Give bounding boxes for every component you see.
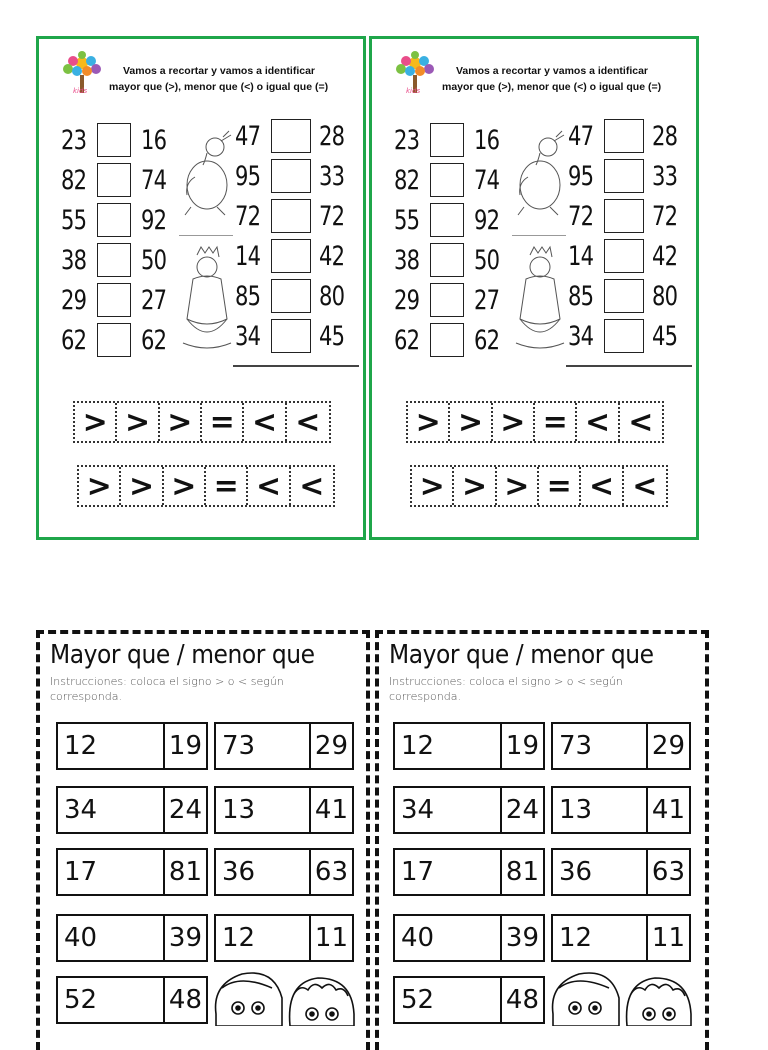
comparison-row: 55 92 xyxy=(61,204,167,236)
sign-tile[interactable]: = xyxy=(202,403,244,441)
instructions-text: Instrucciones: coloca el signo > o < según corresponda. xyxy=(389,675,623,703)
worksheet-heading: Mayor que / menor que xyxy=(389,640,654,670)
sign-tile[interactable]: > xyxy=(454,467,496,505)
comparison-box: 12 11 xyxy=(551,914,691,962)
comparison-row: 62 62 xyxy=(394,324,500,356)
queen-character-icon xyxy=(510,245,568,351)
answer-box[interactable] xyxy=(430,203,464,237)
answer-box[interactable] xyxy=(430,123,464,157)
comparison-row: 23 16 xyxy=(61,124,167,156)
cutout-sign-strip xyxy=(410,465,668,507)
sign-tile[interactable]: > xyxy=(408,403,450,441)
bird-character-icon xyxy=(177,127,237,219)
comparison-row: 95 33 xyxy=(235,160,345,192)
answer-box[interactable] xyxy=(604,239,644,273)
answer-slot[interactable] xyxy=(97,850,163,894)
cutout-sign-strip xyxy=(73,401,331,443)
answer-box[interactable] xyxy=(430,283,464,317)
sign-tile[interactable]: > xyxy=(121,467,163,505)
answer-box[interactable] xyxy=(97,283,131,317)
sign-tile[interactable]: < xyxy=(628,404,654,440)
comparison-row: 85 80 xyxy=(568,280,678,312)
comparison-box: 17 81 xyxy=(393,848,545,896)
cutout-sign-strip xyxy=(406,401,664,443)
comparison-box: 12 19 xyxy=(56,722,208,770)
sign-tile[interactable]: > xyxy=(160,403,202,441)
answer-box[interactable] xyxy=(271,199,311,233)
answer-slot[interactable] xyxy=(255,788,309,832)
sign-tile[interactable]: > xyxy=(75,403,117,441)
sign-tile[interactable]: < xyxy=(577,403,619,441)
dashed-border xyxy=(366,630,370,1050)
comparison-row: 23 16 xyxy=(394,124,500,156)
answer-box[interactable] xyxy=(604,319,644,353)
answer-box[interactable] xyxy=(271,279,311,313)
comparison-row: 14 42 xyxy=(235,240,345,272)
answer-slot[interactable] xyxy=(434,788,500,832)
answer-box[interactable] xyxy=(97,323,131,357)
comparison-row: 34 45 xyxy=(568,320,678,352)
answer-box[interactable] xyxy=(271,119,311,153)
comparison-box: 73 29 xyxy=(551,722,691,770)
comparison-row: 38 50 xyxy=(61,244,167,276)
worksheet-heading: Mayor que / menor que xyxy=(50,640,315,670)
answer-slot[interactable] xyxy=(434,978,500,1022)
divider-line xyxy=(566,365,692,367)
answer-slot[interactable] xyxy=(592,850,646,894)
comparison-box: 40 39 xyxy=(393,914,545,962)
answer-box[interactable] xyxy=(271,159,311,193)
answer-slot[interactable] xyxy=(97,724,163,768)
queen-character-icon xyxy=(177,245,235,351)
kids-illustration-icon xyxy=(545,964,695,1026)
answer-box[interactable] xyxy=(430,163,464,197)
comparison-box: 40 39 xyxy=(56,914,208,962)
answer-slot[interactable] xyxy=(434,916,500,960)
comparison-row: 47 28 xyxy=(235,120,345,152)
answer-slot[interactable] xyxy=(255,724,309,768)
answer-slot[interactable] xyxy=(592,788,646,832)
comparison-row: 82 74 xyxy=(394,164,500,196)
tree-logo-icon xyxy=(392,49,438,105)
comparison-row: 29 27 xyxy=(61,284,167,316)
answer-box[interactable] xyxy=(97,163,131,197)
dashed-border xyxy=(375,630,379,1050)
svg-text:kids: kids xyxy=(406,87,421,95)
answer-box[interactable] xyxy=(430,243,464,277)
sign-tile[interactable]: > xyxy=(450,403,492,441)
sign-tile[interactable]: = xyxy=(206,467,248,505)
answer-box[interactable] xyxy=(604,279,644,313)
dashed-border xyxy=(36,630,40,1050)
sign-tile[interactable]: < xyxy=(632,468,658,504)
sign-tile[interactable]: > xyxy=(164,467,206,505)
comparison-box: 13 41 xyxy=(214,786,354,834)
comparison-row: 72 72 xyxy=(235,200,345,232)
sign-tile[interactable]: = xyxy=(535,403,577,441)
divider-line xyxy=(512,235,566,236)
sign-tile[interactable]: > xyxy=(117,403,159,441)
comparison-box: 34 24 xyxy=(56,786,208,834)
answer-box[interactable] xyxy=(604,199,644,233)
comparison-box: 34 24 xyxy=(393,786,545,834)
comparison-row: 85 80 xyxy=(235,280,345,312)
answer-slot[interactable] xyxy=(97,788,163,832)
sign-tile[interactable]: < xyxy=(248,467,290,505)
comparison-row: 38 50 xyxy=(394,244,500,276)
instructions-text: Instrucciones: coloca el signo > o < según corresponda. xyxy=(50,675,284,703)
worksheet-top-left xyxy=(36,36,366,540)
answer-slot[interactable] xyxy=(255,916,309,960)
comparison-box: 36 63 xyxy=(551,848,691,896)
sign-tile[interactable]: > xyxy=(79,467,121,505)
sign-tile[interactable]: < xyxy=(581,467,623,505)
worksheet-title: Vamos a recortar y vamos a identificar mayor que (>), menor que (<) o igual que (=) xyxy=(109,65,329,93)
dashed-border xyxy=(36,630,370,634)
sign-tile[interactable]: < xyxy=(299,468,325,504)
kids-illustration-icon xyxy=(208,964,358,1026)
comparison-box: 17 81 xyxy=(56,848,208,896)
tree-logo-icon xyxy=(59,49,105,105)
comparison-row: 82 74 xyxy=(61,164,167,196)
answer-box[interactable] xyxy=(97,243,131,277)
comparison-row: 72 72 xyxy=(568,200,678,232)
sign-tile[interactable]: > xyxy=(412,467,454,505)
answer-box[interactable] xyxy=(97,203,131,237)
worksheet-title: Vamos a recortar y vamos a identificar mayor que (>), menor que (<) o igual que (=) xyxy=(442,65,662,93)
comparison-row: 62 62 xyxy=(61,324,167,356)
comparison-row: 47 28 xyxy=(568,120,678,152)
dashed-border xyxy=(375,630,709,634)
answer-slot[interactable] xyxy=(97,978,163,1022)
dashed-border xyxy=(705,630,709,1050)
sign-tile[interactable]: < xyxy=(244,403,286,441)
svg-text:kids: kids xyxy=(73,87,88,95)
answer-slot[interactable] xyxy=(434,850,500,894)
answer-slot[interactable] xyxy=(434,724,500,768)
answer-box[interactable] xyxy=(271,319,311,353)
sign-tile[interactable]: < xyxy=(295,404,321,440)
sign-tile[interactable]: > xyxy=(497,467,539,505)
comparison-row: 34 45 xyxy=(235,320,345,352)
answer-slot[interactable] xyxy=(592,916,646,960)
answer-box[interactable] xyxy=(430,323,464,357)
comparison-box: 73 29 xyxy=(214,722,354,770)
comparison-box: 13 41 xyxy=(551,786,691,834)
comparison-row: 29 27 xyxy=(394,284,500,316)
answer-slot[interactable] xyxy=(592,724,646,768)
answer-slot[interactable] xyxy=(97,916,163,960)
answer-box[interactable] xyxy=(271,239,311,273)
worksheet-top-right xyxy=(369,36,699,540)
divider-line xyxy=(179,235,233,236)
answer-box[interactable] xyxy=(97,123,131,157)
sign-tile[interactable]: = xyxy=(539,467,581,505)
answer-box[interactable] xyxy=(604,159,644,193)
comparison-row: 55 92 xyxy=(394,204,500,236)
comparison-box: 12 11 xyxy=(214,914,354,962)
answer-slot[interactable] xyxy=(255,850,309,894)
comparison-box: 12 19 xyxy=(393,722,545,770)
divider-line xyxy=(233,365,359,367)
comparison-row: 14 42 xyxy=(568,240,678,272)
worksheet-bottom-right xyxy=(375,630,709,1050)
comparison-row: 95 33 xyxy=(568,160,678,192)
comparison-box: 52 48 xyxy=(393,976,545,1024)
cutout-sign-strip xyxy=(77,465,335,507)
worksheet-bottom-left xyxy=(36,630,370,1050)
sign-tile[interactable]: > xyxy=(493,403,535,441)
answer-box[interactable] xyxy=(604,119,644,153)
comparison-box: 36 63 xyxy=(214,848,354,896)
comparison-box: 52 48 xyxy=(56,976,208,1024)
bird-character-icon xyxy=(510,127,570,219)
